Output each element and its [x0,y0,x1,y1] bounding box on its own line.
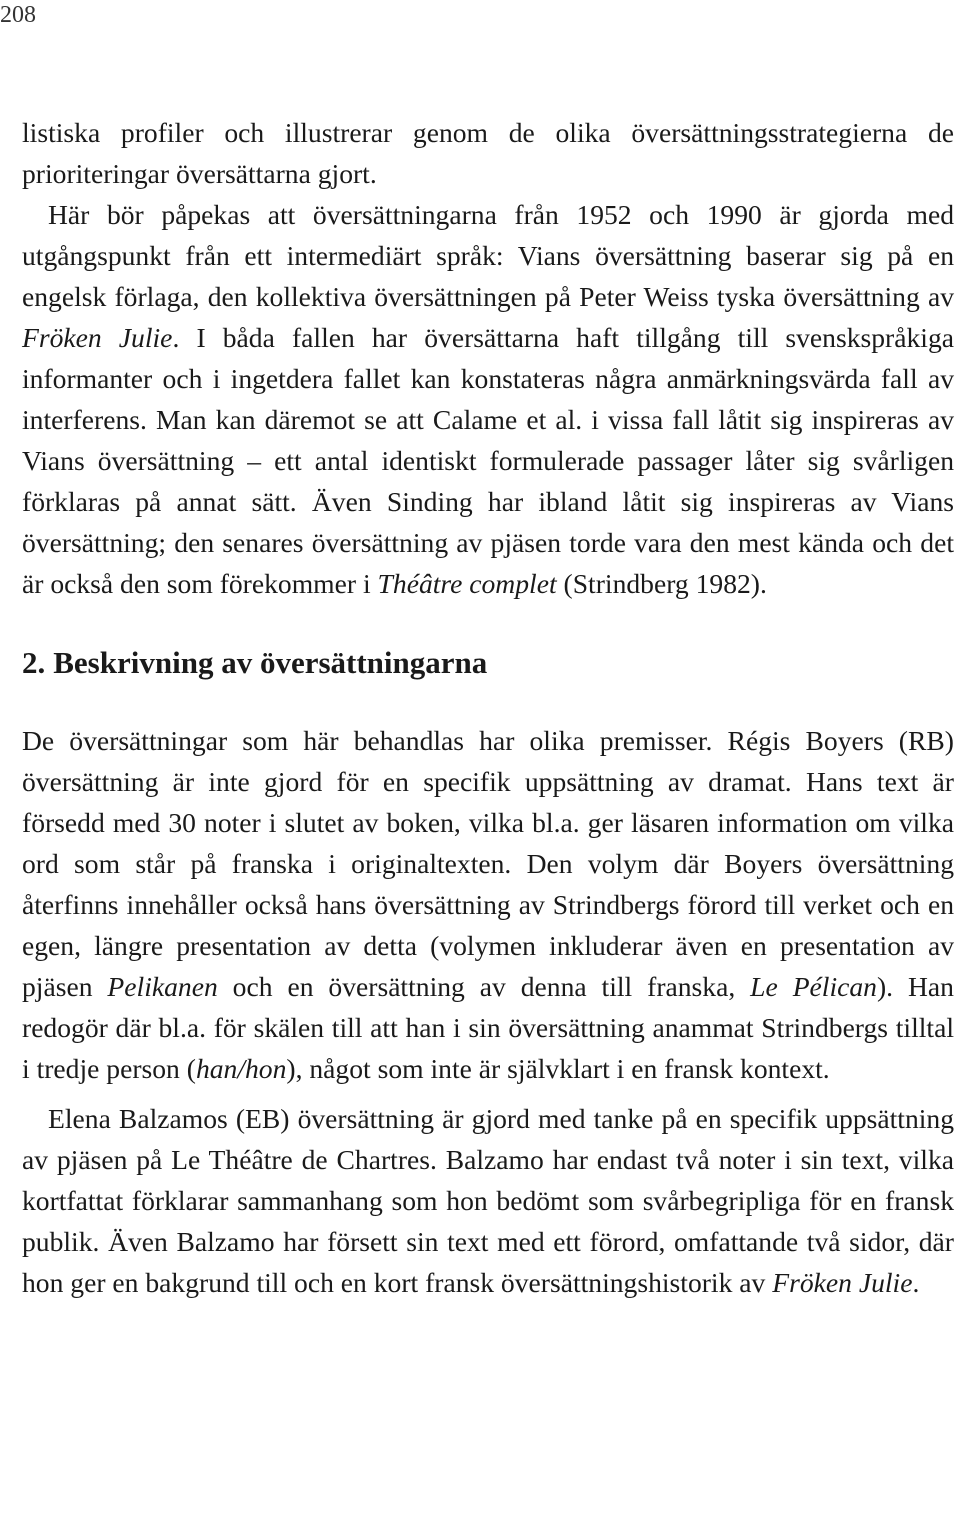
pronoun-term: han/hon [195,1053,287,1084]
paragraph-text: Här bör påpekas att översättningarna från 1952 och 1990 är gjorda med utgångspunkt från ett intermediärt språk: Vians översättning baserar sig på en engelsk förlaga, den kollektiva översättningen på Peter Weiss tyska översättning av [22,199,954,312]
page-number: 208 [0,2,36,28]
page-body [22,112,954,1303]
section-title: Beskrivning av översättningarna [53,645,488,680]
work-title: Le Pélican [750,971,877,1002]
paragraph-intro [22,112,954,194]
paragraph-text: och en översättning av denna till franska, [217,971,751,1002]
paragraph-text: ). Han redogör där bl.a. för skälen till att han i sin översättning anammat Strindbergs tilltal i tredje person ( [22,971,954,1084]
section-heading [22,641,954,685]
paragraph-text: (Strindberg 1982). [556,568,767,599]
paragraph-text: . I båda fallen har översättarna haft tillgång till svenskspråkiga informanter och i ingetdera fallet kan konstateras några anmärkningsvärda fall av interferens. Man kan däremot se att Calame et al. i vissa fall låtit sig inspireras av Vians översättning – ett antal identiskt formulerade passager låter sig svårligen förklaras på annat sätt. Även Sinding har ibland låtit sig inspireras av Vians översättning; den senares översättning av pjäsen torde vara den mest kända och det är också den som förekommer i [22,322,954,599]
work-title: Pelikanen [107,971,218,1002]
section-number: 2. [22,645,46,680]
paragraph-translations-background [22,194,954,604]
paragraph-text: Elena Balzamos (EB) översättning är gjord med tanke på en specifik uppsättning av pjäsen på Le Théâtre de Chartres. Balzamo har endast två noter i sin text, vilka kortfattat förklarar sammanhang som hon bedömt som svårbegripliga för en fransk publik. Även Balzamo har försett sin text med ett förord, omfattande två sidor, där hon ger en bakgrund till och en kort fransk översättningshistorik av [22,1103,954,1298]
paragraph-text: ), något som inte är självklart i en fransk kontext. [286,1053,830,1084]
paragraph-boyer [22,720,954,1089]
paragraph-balzamo [22,1098,954,1303]
work-title: Théâtre complet [377,568,557,599]
paragraph-text: listiska profiler och illustrerar genom de olika översättningsstrategierna de prioriteringar översättarna gjort. [22,117,954,189]
paragraph-text: De översättningar som här behandlas har olika premisser. Régis Boyers (RB) översättning är inte gjord för en specifik uppsättning av dramat. Hans text är försedd med 30 noter i slutet av boken, vilka bl.a. ger läsaren information om vilka ord som står på franska i originaltexten. Den volym där Boyers översättning återfinns innehåller också hans översättning av Strindbergs förord till verket och en egen, längre presentation av detta (volymen inkluderar även en presentation av pjäsen [22,725,954,1002]
work-title: Fröken Julie [772,1267,913,1298]
paragraph-text: . [912,1267,920,1298]
work-title: Fröken Julie [22,322,173,353]
